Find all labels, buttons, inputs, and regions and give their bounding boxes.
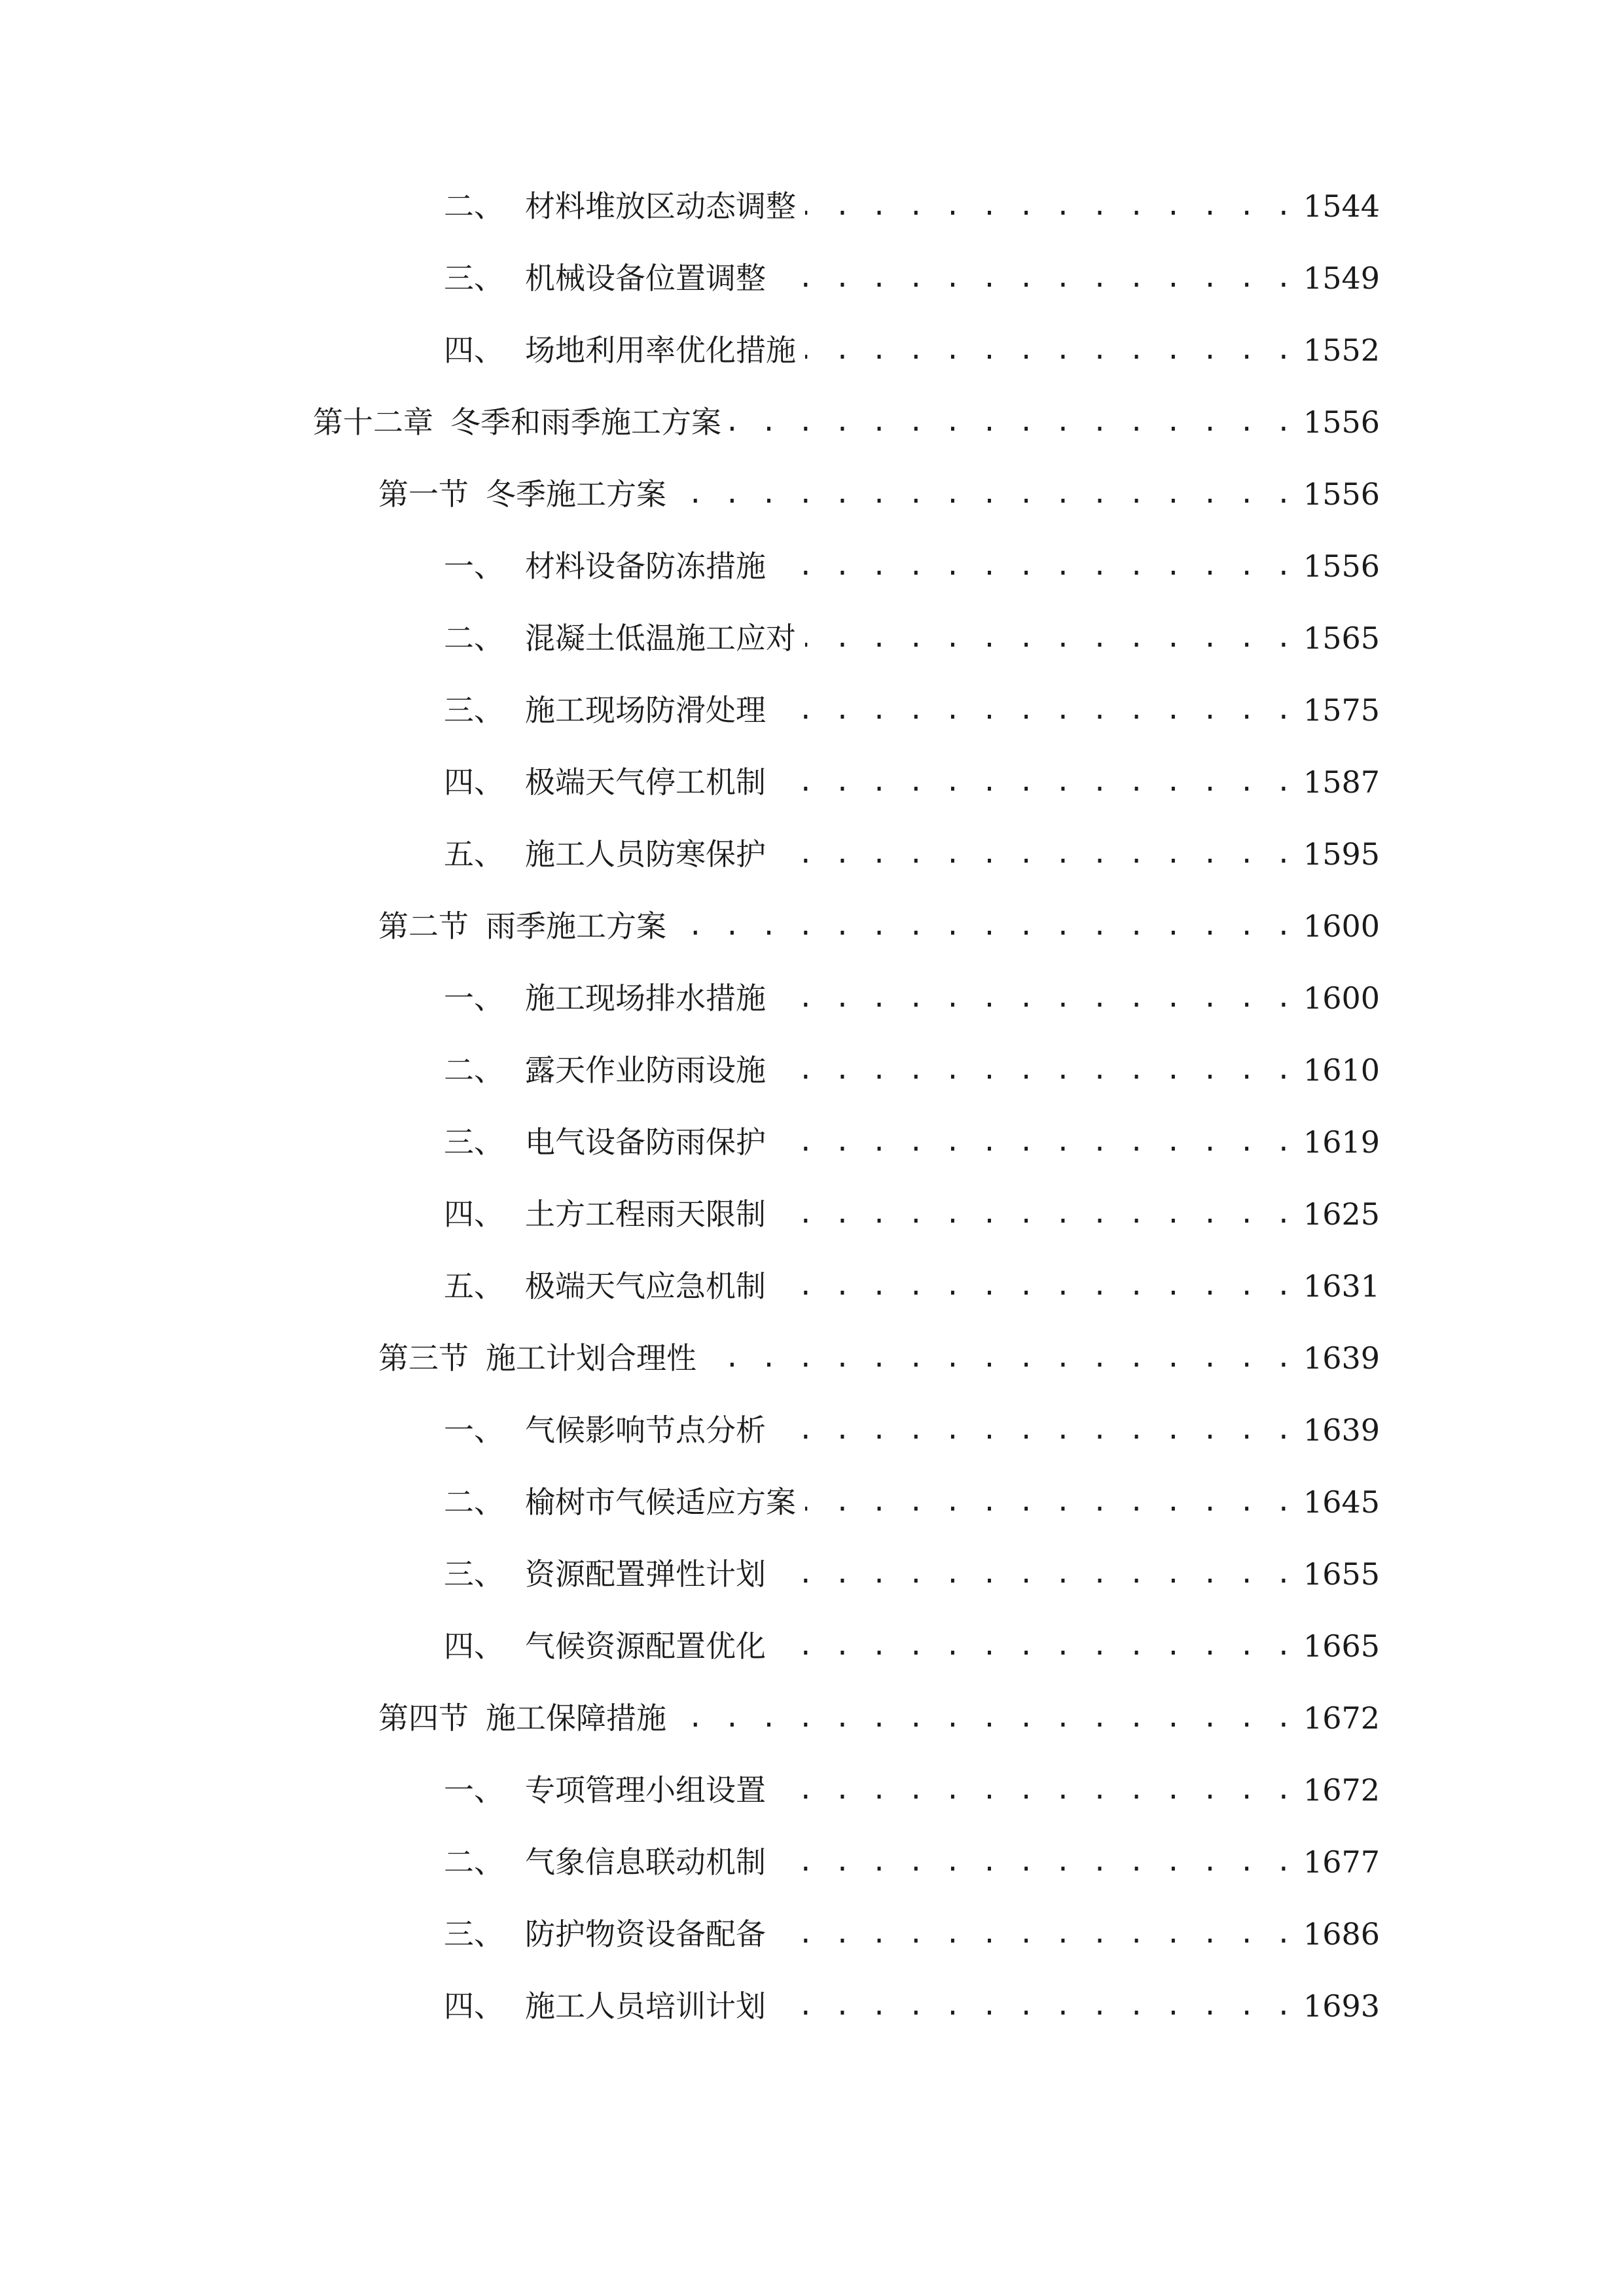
- toc-entry-line: [444, 1484, 1380, 1520]
- toc-dot-leader: [775, 1772, 1294, 1808]
- toc-entry-line: [378, 476, 1380, 512]
- toc-entry-title: 土方工程雨天限制: [525, 1196, 766, 1232]
- toc-entry-line: [378, 1340, 1380, 1376]
- toc-entry-page-number: 1672: [1303, 1700, 1380, 1736]
- toc-entry[interactable]: [0, 172, 1624, 244]
- toc-entry-number: 五、: [444, 1268, 504, 1304]
- toc-entry-title: 施工人员防寒保护: [525, 836, 766, 872]
- toc-entry-page-number: 1693: [1303, 1988, 1380, 2024]
- toc-entry-title: 气象信息联动机制: [525, 1844, 766, 1880]
- toc-entry-line: [378, 908, 1380, 944]
- toc-entry-number: 第二节: [378, 908, 469, 944]
- toc-entry[interactable]: [0, 1180, 1624, 1252]
- toc-entry-number: 三、: [444, 692, 504, 728]
- toc-entry-number: 三、: [444, 260, 504, 296]
- toc-entry-line: [444, 1124, 1380, 1160]
- toc-entry[interactable]: [0, 1972, 1624, 2044]
- toc-entry-line: [444, 188, 1380, 224]
- toc-entry-line: [444, 836, 1380, 872]
- toc-entry-title: 施工人员培训计划: [525, 1988, 766, 2024]
- toc-entry-page-number: 1677: [1303, 1844, 1380, 1880]
- toc-entry-number: 三、: [444, 1124, 504, 1160]
- toc-entry-line: [444, 1412, 1380, 1448]
- toc-dot-leader: [775, 548, 1294, 584]
- toc-entry-line: [444, 1916, 1380, 1952]
- toc-entry-title: 混凝土低温施工应对: [525, 620, 796, 656]
- toc-entry-page-number: 1619: [1303, 1124, 1380, 1160]
- toc-dot-leader: [775, 764, 1294, 800]
- toc-entry-page-number: 1639: [1303, 1412, 1380, 1448]
- toc-entry[interactable]: [0, 244, 1624, 316]
- toc-entry-page-number: 1625: [1303, 1196, 1380, 1232]
- toc-entry-line: [444, 764, 1380, 800]
- toc-entry-number: 一、: [444, 1772, 504, 1808]
- toc-entry-title: 冬季施工方案: [486, 476, 666, 512]
- toc-dot-leader: [676, 908, 1294, 944]
- toc-entry-number: 一、: [444, 548, 504, 584]
- toc-entry[interactable]: [0, 820, 1624, 892]
- toc-entry-number: 一、: [444, 980, 504, 1016]
- toc-entry-line: [378, 1700, 1380, 1736]
- toc-entry-number: 四、: [444, 1628, 504, 1664]
- toc-entry-page-number: 1565: [1303, 620, 1380, 656]
- toc-entry-title: 机械设备位置调整: [525, 260, 766, 296]
- toc-entry-page-number: 1544: [1303, 188, 1380, 224]
- toc-entry-number: 第十二章: [313, 404, 433, 440]
- toc-entry-title: 施工现场防滑处理: [525, 692, 766, 728]
- toc-entry[interactable]: [0, 1324, 1624, 1396]
- toc-entry[interactable]: [0, 1252, 1624, 1324]
- toc-entry[interactable]: [0, 1612, 1624, 1684]
- toc-dot-leader: [775, 1916, 1294, 1952]
- toc-dot-leader: [775, 1196, 1294, 1232]
- toc-entry-title: 材料设备防冻措施: [525, 548, 766, 584]
- toc-entry-title: 专项管理小组设置: [525, 1772, 766, 1808]
- toc-entry-number: 第三节: [378, 1340, 469, 1376]
- toc-entry[interactable]: [0, 1684, 1624, 1756]
- toc-dot-leader: [805, 620, 1294, 656]
- toc-entry-page-number: 1552: [1303, 332, 1380, 368]
- toc-dot-leader: [676, 1700, 1294, 1736]
- toc-entry-title: 防护物资设备配备: [525, 1916, 766, 1952]
- toc-entry-number: 四、: [444, 764, 504, 800]
- toc-entry-title: 施工计划合理性: [486, 1340, 696, 1376]
- toc-entry-line: [444, 1268, 1380, 1304]
- toc-entry-title: 榆树市气候适应方案: [525, 1484, 796, 1520]
- toc-entry-number: 第一节: [378, 476, 469, 512]
- toc-entry-title: 场地利用率优化措施: [525, 332, 796, 368]
- toc-entry[interactable]: [0, 676, 1624, 748]
- toc-dot-leader: [775, 980, 1294, 1016]
- toc-entry[interactable]: [0, 748, 1624, 820]
- toc-entry-title: 极端天气应急机制: [525, 1268, 766, 1304]
- toc-entry-page-number: 1595: [1303, 836, 1380, 872]
- toc-dot-leader: [676, 476, 1294, 512]
- toc-entry-line: [444, 1844, 1380, 1880]
- toc-entry-page-number: 1600: [1303, 980, 1380, 1016]
- toc-entry[interactable]: [0, 388, 1624, 460]
- toc-dot-leader: [775, 692, 1294, 728]
- toc-entry[interactable]: [0, 532, 1624, 604]
- toc-entry-number: 二、: [444, 1484, 504, 1520]
- toc-dot-leader: [775, 1268, 1294, 1304]
- toc-entry-number: 一、: [444, 1412, 504, 1448]
- toc-entry-page-number: 1587: [1303, 764, 1380, 800]
- toc-entry-line: [444, 1628, 1380, 1664]
- toc-entry-line: [444, 692, 1380, 728]
- toc-entry-page-number: 1575: [1303, 692, 1380, 728]
- toc-entry-number: 四、: [444, 332, 504, 368]
- toc-entry-number: 二、: [444, 1052, 504, 1088]
- toc-entry-title: 资源配置弹性计划: [525, 1556, 766, 1592]
- toc-entry-number: 四、: [444, 1988, 504, 2024]
- toc-entry-title: 施工保障措施: [486, 1700, 666, 1736]
- toc-entry-page-number: 1610: [1303, 1052, 1380, 1088]
- toc-entry-page-number: 1686: [1303, 1916, 1380, 1952]
- toc-entry-page-number: 1556: [1303, 476, 1380, 512]
- toc-entry-page-number: 1655: [1303, 1556, 1380, 1592]
- toc-entry-title: 材料堆放区动态调整: [525, 188, 796, 224]
- toc-entry-page-number: 1549: [1303, 260, 1380, 296]
- toc-dot-leader: [775, 1628, 1294, 1664]
- toc-entry[interactable]: [0, 892, 1624, 964]
- toc-dot-leader: [706, 1340, 1294, 1376]
- toc-entry-line: [313, 404, 1380, 440]
- toc-entry-page-number: 1645: [1303, 1484, 1380, 1520]
- toc-entry-title: 施工现场排水措施: [525, 980, 766, 1016]
- toc-entry-line: [444, 620, 1380, 656]
- toc-entry-page-number: 1631: [1303, 1268, 1380, 1304]
- toc-entry-number: 三、: [444, 1916, 504, 1952]
- toc-entry-line: [444, 1556, 1380, 1592]
- toc-entry-line: [444, 332, 1380, 368]
- toc-entry-line: [444, 1772, 1380, 1808]
- toc-entry[interactable]: [0, 604, 1624, 676]
- toc-entry-page-number: 1556: [1303, 404, 1380, 440]
- toc-entry-title: 冬季和雨季施工方案: [450, 404, 721, 440]
- toc-entry-title: 电气设备防雨保护: [525, 1124, 766, 1160]
- toc-entry[interactable]: [0, 964, 1624, 1036]
- toc-dot-leader: [805, 1484, 1294, 1520]
- toc-dot-leader: [775, 260, 1294, 296]
- toc-entry-page-number: 1665: [1303, 1628, 1380, 1664]
- toc-dot-leader: [775, 1052, 1294, 1088]
- toc-dot-leader: [731, 404, 1294, 440]
- toc-entry-page-number: 1556: [1303, 548, 1380, 584]
- toc-entry-number: 四、: [444, 1196, 504, 1232]
- toc-entry-title: 露天作业防雨设施: [525, 1052, 766, 1088]
- toc-dot-leader: [775, 1988, 1294, 2024]
- toc-entry[interactable]: [0, 1540, 1624, 1612]
- toc-entry[interactable]: [0, 1108, 1624, 1180]
- toc-dot-leader: [775, 836, 1294, 872]
- toc-entry[interactable]: [0, 1036, 1624, 1108]
- toc-entry-line: [444, 1196, 1380, 1232]
- toc-entry[interactable]: [0, 1468, 1624, 1540]
- toc-dot-leader: [775, 1556, 1294, 1592]
- toc-entry-line: [444, 548, 1380, 584]
- toc-entry-title: 气候影响节点分析: [525, 1412, 766, 1448]
- toc-entry-line: [444, 1988, 1380, 2024]
- toc-entry-page-number: 1600: [1303, 908, 1380, 944]
- toc-dot-leader: [775, 1412, 1294, 1448]
- toc-dot-leader: [775, 1124, 1294, 1160]
- toc-entry-page-number: 1639: [1303, 1340, 1380, 1376]
- toc-entry-page-number: 1672: [1303, 1772, 1380, 1808]
- toc-entry-line: [444, 1052, 1380, 1088]
- toc-entry[interactable]: [0, 316, 1624, 388]
- toc-entry-number: 三、: [444, 1556, 504, 1592]
- toc-entry-number: 第四节: [378, 1700, 469, 1736]
- toc-entry[interactable]: [0, 460, 1624, 532]
- toc-entry-number: 二、: [444, 1844, 504, 1880]
- toc-entry[interactable]: [0, 1900, 1624, 1972]
- toc-entry-number: 二、: [444, 188, 504, 224]
- toc-entry-title: 气候资源配置优化: [525, 1628, 766, 1664]
- toc-entry-line: [444, 260, 1380, 296]
- toc-dot-leader: [775, 1844, 1294, 1880]
- toc-dot-leader: [805, 332, 1294, 368]
- toc-entry-number: 二、: [444, 620, 504, 656]
- toc-entry-title: 极端天气停工机制: [525, 764, 766, 800]
- toc-entry-line: [444, 980, 1380, 1016]
- toc-dot-leader: [805, 188, 1294, 224]
- toc-entry-number: 五、: [444, 836, 504, 872]
- toc-entry[interactable]: [0, 1396, 1624, 1468]
- toc-entry-title: 雨季施工方案: [486, 908, 666, 944]
- toc-entry[interactable]: [0, 1756, 1624, 1828]
- toc-entry[interactable]: [0, 1828, 1624, 1900]
